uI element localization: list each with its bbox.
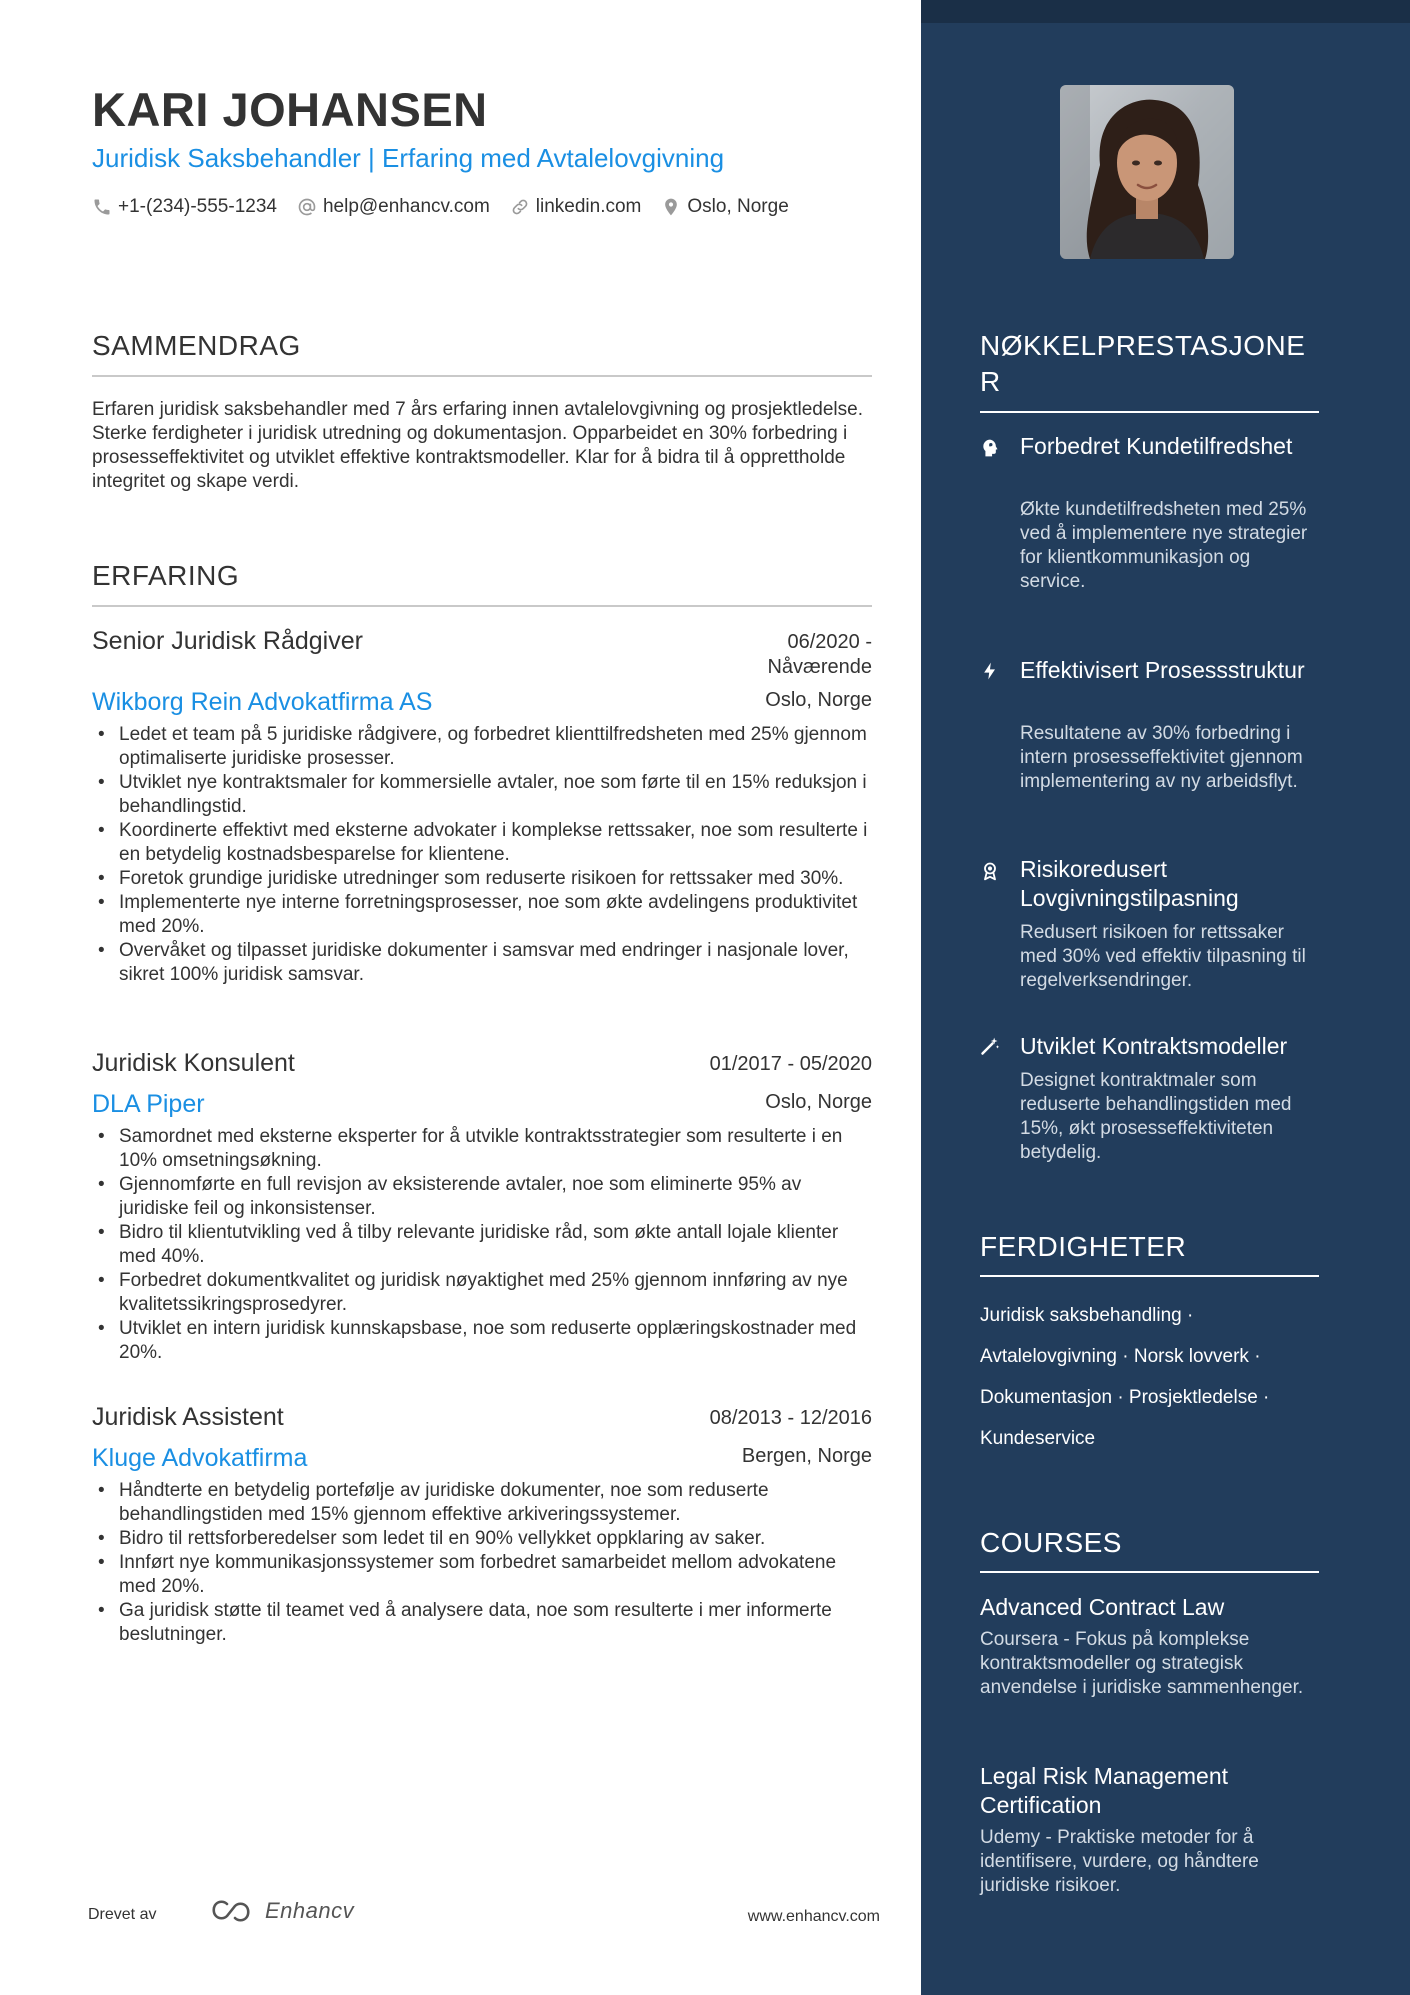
skill-item: Avtalelovgivning [980, 1346, 1117, 1367]
experience-divider [92, 605, 872, 607]
footer-powered-by: Drevet av [88, 1906, 157, 1923]
list-item: • Forbedret dokumentkvalitet og juridisk nøyaktighet med 25% gjennom innføring av nye kvalitetssikringsprosedyrer. [92, 1269, 872, 1317]
candidate-subtitle: Juridisk Saksbehandler | Erfaring med Avtalelovgivning [92, 143, 725, 173]
sidebar [921, 0, 1410, 1995]
footer-brand: Enhancv [265, 1898, 355, 1923]
list-item: • Foretok grundige juridiske utredninger som reduserte risikoen for rettssaker med 30%. [92, 867, 872, 891]
skills-row [980, 1295, 1319, 1336]
sidebar-top-strip [921, 0, 1410, 23]
achievement-title: Utviklet Kontraktsmodeller [1020, 1033, 1288, 1059]
candidate-name: KARI JOHANSEN [92, 83, 488, 136]
skills-row [980, 1336, 1319, 1377]
avatar [1060, 85, 1234, 259]
skill-separator: · [1122, 1346, 1129, 1367]
summary-text: Erfaren juridisk saksbehandler med 7 års erfaring innen avtalelovgivning og prosjektledelse. Sterke ferdigheter i juridisk utredning og dokumentasjon. Opparbeidet en 30% forbedring i prosesseffektivitet og utviklet effektive kontraktsmodeller. Klar for å bidra til å opprettholde integritet og skape verdi. [92, 399, 863, 492]
skill-separator: · [1187, 1305, 1194, 1326]
skill-item: Prosjektledelse [1128, 1387, 1258, 1408]
list-item: • Implementerte nye interne forretningsprosesser, noe som økte avdelingens produktivitet med 20%. [92, 891, 872, 939]
job-bullets [92, 1479, 872, 1647]
skills-row [980, 1418, 1319, 1459]
achievements-title [980, 328, 1305, 400]
list-item: • Utviklet en intern juridisk kunnskapsbase, noe som reduserte opplæringskostnader med 20%. [92, 1317, 872, 1365]
list-item: • Håndterte en betydelig portefølje av juridiske dokumenter, noe som reduserte behandlingstiden med 15% gjennom effektive arkiveringssystemer. [92, 1479, 872, 1527]
achievement-desc: Økte kundetilfredsheten med 25% ved å implementere nye strategier for klientkommunikasjon og service. [1020, 499, 1308, 592]
list-item: • Bidro til rettsforberedelser som ledet til en 90% vellykket oppklaring av saker. [92, 1527, 872, 1551]
job-title: Juridisk Konsulent [92, 1049, 295, 1077]
experience-title: ERFARING [92, 560, 240, 591]
course-desc: Coursera - Fokus på komplekse kontraktsmodeller og strategisk anvendelse i juridiske sammenhenger. [980, 1629, 1304, 1698]
job-location: Oslo, Norge [765, 689, 872, 711]
contact-bar [92, 196, 809, 218]
list-item: • Koordinerte effektivt med eksterne advokater i komplekse rettssaker, noe som resulterte i en betydelig kostnadsbesparelse for klientene. [92, 819, 872, 867]
list-item: • Utviklet nye kontraktsmaler for kommersielle avtaler, noe som førte til en 15% reduksjon i behandlingstid. [92, 771, 872, 819]
contact-linkedin[interactable] [510, 196, 642, 218]
footer-url[interactable]: www.enhancv.com [747, 1908, 880, 1925]
list-item: • Innført nye kommunikasjonssystemer som forbedret samarbeidet mellom advokatene med 20%. [92, 1551, 872, 1599]
job-date: 01/2017 - 05/2020 [709, 1053, 872, 1075]
achievement-desc: Resultatene av 30% forbedring i intern prosesseffektivitet gjennom implementering av ny arbeidsflyt. [1020, 723, 1303, 792]
achievement-desc: Designet kontraktmaler som reduserte behandlingstiden med 15%, økt prosesseffektiviteten betydelig. [1020, 1070, 1292, 1163]
job-location: Bergen, Norge [741, 1445, 872, 1467]
skill-item: Kundeservice [980, 1428, 1096, 1449]
job-title: Senior Juridisk Rådgiver [92, 627, 363, 655]
course-title: Legal Risk Management Certification [980, 1763, 1229, 1818]
job-company[interactable]: DLA Piper [92, 1090, 205, 1118]
contact-phone[interactable] [92, 196, 277, 218]
enhancv-logo-icon [207, 1898, 255, 1924]
phone-text: +1-(234)-555-1234 [118, 196, 277, 217]
linkedin-text: linkedin.com [535, 196, 642, 217]
job-date [767, 630, 872, 680]
achievement-title: Effektivisert Prosessstruktur [1020, 657, 1305, 683]
link-icon [510, 197, 530, 217]
job-date: 08/2013 - 12/2016 [709, 1407, 872, 1429]
award-icon [980, 860, 1000, 882]
list-item: • Ledet et team på 5 juridiske rådgivere, og forbedret klienttilfredsheten med 25% gjennom optimaliserte juridiske prosesser. [92, 723, 872, 771]
skill-separator: · [1263, 1387, 1270, 1408]
course-desc: Udemy - Praktiske metoder for å identifisere, vurdere, og håndtere juridiske risikoer. [980, 1827, 1259, 1896]
job-title: Juridisk Assistent [92, 1403, 284, 1431]
achievements-title-line2: R [980, 366, 1001, 397]
skill-item: Juridisk saksbehandling [980, 1305, 1182, 1326]
achievement-title: Forbedret Kundetilfredshet [1020, 433, 1293, 459]
job-bullets [92, 1125, 872, 1365]
skill-separator: · [1117, 1387, 1124, 1408]
list-item: • Bidro til klientutvikling ved å tilby relevante juridiske råd, som økte antall lojale klienter med 40%. [92, 1221, 872, 1269]
achievements-divider [980, 411, 1319, 413]
achievements-title-line1: NØKKELPRESTASJONE [980, 330, 1306, 361]
lightning-icon [980, 660, 1000, 682]
portrait-photo [1060, 85, 1234, 259]
achievement-desc: Redusert risikoen for rettssaker med 30% ved effektiv tilpasning til regelverksendringer. [1020, 922, 1306, 991]
list-item: • Samordnet med eksterne eksperter for å utvikle kontraktsstrategier som resulterte i en 10% omsetningsøkning. [92, 1125, 872, 1173]
courses-divider [980, 1571, 1319, 1573]
contact-email[interactable] [297, 196, 490, 218]
achievement-title: Risikoredusert Lovgivningstilpasning [1020, 856, 1239, 911]
skill-item: Norsk lovverk [1133, 1346, 1249, 1367]
list-item: • Gjennomførte en full revisjon av eksisterende avtaler, noe som eliminerte 95% av juridiske feil og inkonsistenser. [92, 1173, 872, 1221]
courses-title: COURSES [980, 1527, 1122, 1558]
head-icon [980, 437, 1000, 459]
job-bullets [92, 723, 872, 987]
location-pin-icon [661, 197, 681, 217]
list-item: • Ga juridisk støtte til teamet ved å analysere data, noe som resulterte i mer informerte beslutninger. [92, 1599, 872, 1647]
skills-row [980, 1377, 1319, 1418]
skills-title: FERDIGHETER [980, 1231, 1187, 1262]
skill-separator: · [1254, 1346, 1261, 1367]
skills-list [980, 1295, 1319, 1459]
skill-item: Dokumentasjon [980, 1387, 1113, 1408]
job-company[interactable]: Kluge Advokatfirma [92, 1444, 308, 1472]
summary-divider [92, 375, 872, 377]
job-date-start: 06/2020 - [787, 631, 872, 653]
footer-logo[interactable] [207, 1898, 354, 1924]
course-title: Advanced Contract Law [980, 1594, 1225, 1620]
at-icon [297, 197, 317, 217]
job-location: Oslo, Norge [765, 1091, 872, 1113]
skills-divider [980, 1275, 1319, 1277]
magic-wand-icon [980, 1035, 1000, 1057]
job-date-end: Nåværende [767, 656, 872, 678]
email-text: help@enhancv.com [322, 196, 490, 217]
summary-title: SAMMENDRAG [92, 330, 301, 361]
location-text: Oslo, Norge [687, 196, 789, 217]
list-item: • Overvåket og tilpasset juridiske dokumenter i samsvar med endringer i nasjonale lover, sikret 100% juridisk samsvar. [92, 939, 872, 987]
contact-location [661, 196, 788, 218]
job-company[interactable]: Wikborg Rein Advokatfirma AS [92, 688, 433, 716]
phone-icon [92, 197, 112, 217]
